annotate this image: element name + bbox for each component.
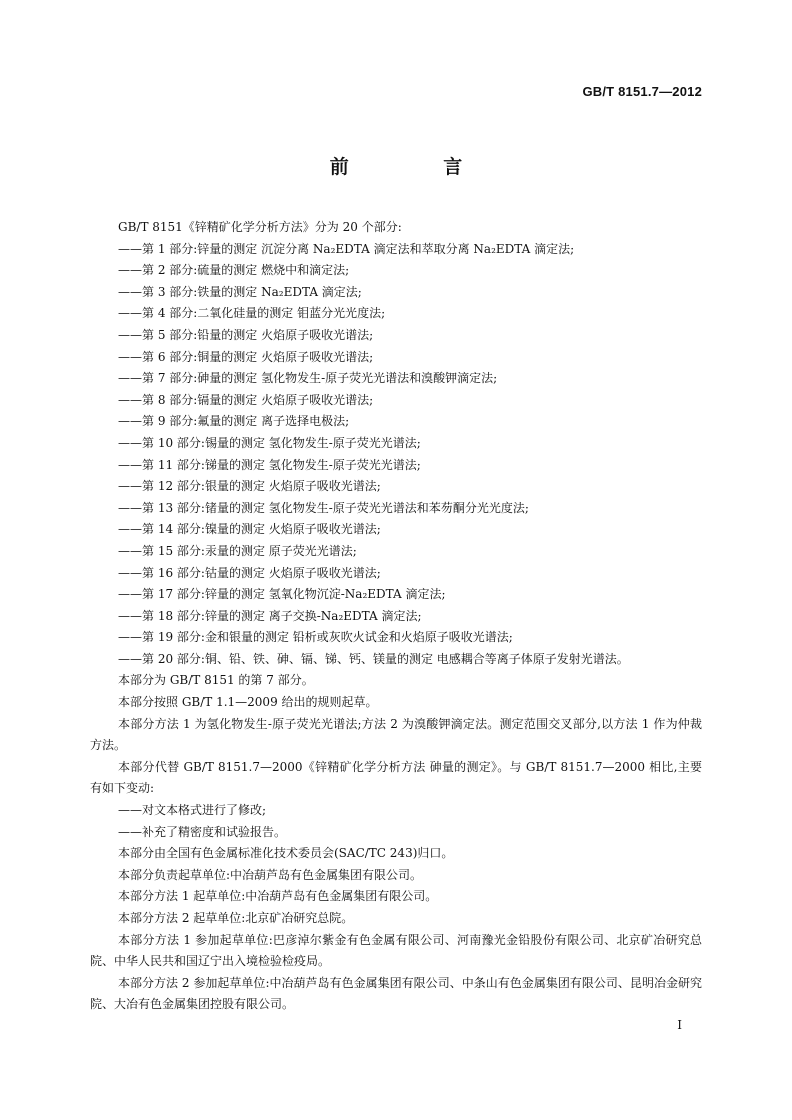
changes-list: [90, 800, 702, 843]
part-item: ——第 13 部分:锗量的测定 氢化物发生-原子荧光光谱法和苯芴酮分光光度法;: [118, 500, 529, 515]
standard-number-header: GB/T 8151.7—2012: [582, 84, 702, 99]
method1-participants-paragraph: 本部分方法 1 参加起草单位:巴彦淖尔紫金有色金属有限公司、河南豫光金铅股份有限公司、北京矿冶研究总院、中华人民共和国辽宁出入境检验检疫局。: [90, 932, 702, 969]
part-of-paragraph: 本部分为 GB/T 8151 的第 7 部分。: [118, 673, 314, 688]
method1-unit-paragraph: 本部分方法 1 起草单位:中冶葫芦岛有色金属集团有限公司。: [118, 889, 438, 904]
part-item: ——第 15 部分:汞量的测定 原子荧光光谱法;: [118, 543, 357, 558]
change-item: ——补充了精密度和试验报告。: [118, 824, 287, 839]
part-item: ——第 2 部分:硫量的测定 燃烧中和滴定法;: [118, 263, 350, 278]
part-item: ——第 5 部分:铅量的测定 火焰原子吸收光谱法;: [118, 327, 374, 342]
methods-paragraph: 本部分方法 1 为氢化物发生-原子荧光光谱法;方法 2 为溴酸钾滴定法。测定范围交叉部分,以方法 1 作为仲裁方法。: [90, 716, 702, 753]
page-title: 前 言: [329, 156, 507, 178]
part-item: ——第 20 部分:铜、铅、铁、砷、镉、锑、钙、镁量的测定 电感耦合等离子体原子发射光谱法。: [118, 651, 629, 666]
foreword-body: [90, 217, 702, 1016]
page-number: I: [677, 1018, 682, 1032]
responsible-unit-paragraph: 本部分负责起草单位:中冶葫芦岛有色金属集团有限公司。: [118, 867, 423, 882]
part-item: ——第 3 部分:铁量的测定 Na₂EDTA 滴定法;: [118, 284, 362, 299]
proposed-by-paragraph: 本部分由全国有色金属标准化技术委员会(SAC/TC 243)归口。: [118, 846, 454, 861]
part-item: ——第 19 部分:金和银量的测定 铅析或灰吹火试金和火焰原子吸收光谱法;: [118, 630, 513, 645]
part-item: ——第 11 部分:锑量的测定 氢化物发生-原子荧光光谱法;: [118, 457, 421, 472]
part-item: ——第 14 部分:镍量的测定 火焰原子吸收光谱法;: [118, 522, 381, 537]
method2-unit-paragraph: 本部分方法 2 起草单位:北京矿冶研究总院。: [118, 911, 354, 925]
part-item: ——第 1 部分:锌量的测定 沉淀分离 Na₂EDTA 滴定法和萃取分离 Na₂EDTA 滴定法;: [118, 241, 575, 256]
part-item: ——第 10 部分:锡量的测定 氢化物发生-原子荧光光谱法;: [118, 435, 421, 450]
part-item: ——第 9 部分:氟量的测定 离子选择电极法;: [118, 414, 350, 429]
part-item: ——第 17 部分:锌量的测定 氢氧化物沉淀-Na₂EDTA 滴定法;: [118, 587, 446, 602]
replaces-paragraph: 本部分代替 GB/T 8151.7—2000《锌精矿化学分析方法 砷量的测定》。与 GB/T 8151.7—2000 相比,主要有如下变动:: [90, 759, 702, 796]
part-item: ——第 16 部分:钴量的测定 火焰原子吸收光谱法;: [118, 565, 381, 580]
parts-list: [90, 239, 702, 671]
part-item: ——第 4 部分:二氧化硅量的测定 钼蓝分光光度法;: [118, 306, 386, 321]
part-item: ——第 8 部分:镉量的测定 火焰原子吸收光谱法;: [118, 392, 374, 407]
part-item: ——第 7 部分:砷量的测定 氢化物发生-原子荧光光谱法和溴酸钾滴定法;: [118, 371, 498, 386]
part-item: ——第 12 部分:银量的测定 火焰原子吸收光谱法;: [118, 479, 381, 494]
drafting-rules-paragraph: 本部分按照 GB/T 1.1—2009 给出的规则起草。: [118, 695, 378, 710]
intro-paragraph: GB/T 8151《锌精矿化学分析方法》分为 20 个部分:: [118, 220, 402, 234]
part-item: ——第 6 部分:铜量的测定 火焰原子吸收光谱法;: [118, 349, 374, 364]
part-item: ——第 18 部分:锌量的测定 离子交换-Na₂EDTA 滴定法;: [118, 608, 422, 623]
change-item: ——对文本格式进行了修改;: [118, 803, 267, 818]
method2-participants-paragraph: 本部分方法 2 参加起草单位:中冶葫芦岛有色金属集团有限公司、中条山有色金属集团有限公司、昆明冶金研究院、大冶有色金属集团控股有限公司。: [90, 975, 702, 1012]
